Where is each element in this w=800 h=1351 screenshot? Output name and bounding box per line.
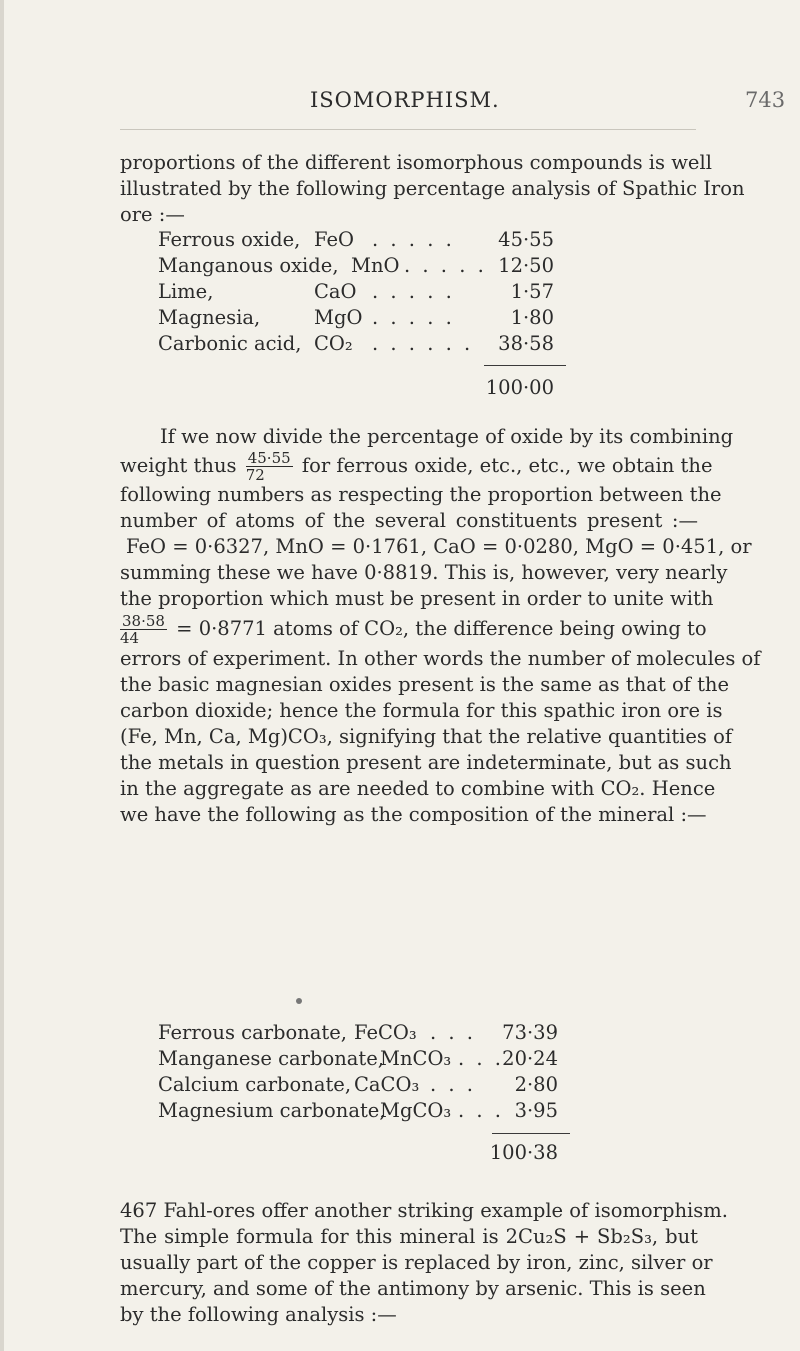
component-value: 1·57 [510,280,554,303]
table-row [158,1047,558,1073]
component-formula: MgO [314,306,363,329]
component-formula: MnO [351,254,400,277]
page-title: ISOMORPHISM. [310,88,500,112]
table-row [158,228,554,254]
component-formula: CaO [314,280,357,303]
body-paragraph [120,424,761,828]
table-row [158,1073,558,1099]
text-line: summing these we have 0·8819. This is, however, very nearly [120,561,728,584]
table-total: 100·38 [489,1141,558,1164]
leader-dots: . . . [430,1073,476,1096]
component-value: 12·50 [498,254,554,277]
component-name: Magnesium carbonate, [158,1099,386,1122]
component-name: Manganous oxide, [158,254,339,277]
table-row [158,332,554,358]
table-total: 100·00 [485,376,554,399]
carbonate-composition-table [158,1021,558,1125]
text-line-with-fraction [120,612,707,647]
text-line: carbon dioxide; hence the formula for this spathic iron ore is [120,699,723,722]
table-row [158,1021,558,1047]
component-value: 20·24 [502,1047,558,1070]
total-rule [492,1133,570,1134]
text-fragment: Fahl-ores offer another striking example of isomorphism. [163,1199,728,1222]
text-fragment: weight thus [120,454,237,477]
total-rule [484,365,566,366]
table-row [158,254,554,280]
leader-dots: . . . [458,1047,504,1070]
intro-paragraph [120,150,745,228]
text-line: number of atoms of the several constituents present :— [120,509,698,532]
text-line: ore :— [120,203,185,226]
page-edge-shadow [0,0,4,1351]
leader-dots: . . . . . [372,306,455,329]
text-line: following numbers as respecting the proportion between the [120,483,722,506]
leader-dots: . . . [430,1021,476,1044]
header-rule [120,129,696,130]
text-line [120,1198,728,1224]
table-row [158,1099,558,1125]
component-value: 45·55 [498,228,554,251]
component-value: 73·39 [502,1021,558,1044]
text-fragment: = 0·8771 atoms of CO₂, the difference being owing to [176,617,707,640]
text-line: If we now divide the percentage of oxide by its combining [160,425,734,448]
text-line: by the following analysis :— [120,1303,397,1326]
fraction-denominator: 72 [245,466,265,484]
fraction-denominator: 44 [120,629,140,647]
component-formula: MnCO₃ [380,1047,452,1070]
leader-dots: . . . . . [372,280,455,303]
component-formula: FeO [314,228,354,251]
fraction-numerator: 45·55 [247,449,291,467]
component-formula: FeCO₃ [354,1021,417,1044]
text-line: The simple formula for this mineral is 2Cu₂S + Sb₂S₃, but [120,1225,698,1248]
text-line: (Fe, Mn, Ca, Mg)CO₃, signifying that the relative quantities of [120,725,733,748]
text-line: we have the following as the composition of the mineral :— [120,803,707,826]
component-name: Carbonic acid, [158,332,302,355]
text-line: illustrated by the following percentage analysis of Spathic Iron [120,177,745,200]
component-name: Ferrous carbonate, [158,1021,348,1044]
text-line: the metals in question present are indeterminate, but as such [120,751,732,774]
leader-dots: . . . . . . [372,332,474,355]
component-value: 2·80 [514,1073,558,1096]
component-name: Lime, [158,280,214,303]
table-row [158,280,554,306]
text-line: proportions of the different isomorphous compounds is well [120,151,712,174]
component-formula: MgCO₃ [380,1099,452,1122]
fraction [120,613,167,646]
leader-dots: . . . [458,1099,504,1122]
component-formula: CO₂ [314,332,353,355]
section-paragraph [120,1198,728,1328]
component-name: Manganese carbonate, [158,1047,384,1070]
text-line: errors of experiment. In other words the number of molecules of [120,647,761,670]
leader-dots: . . . . . [404,254,487,277]
text-line: usually part of the copper is replaced by iron, zinc, silver or [120,1251,713,1274]
table-row [158,306,554,332]
component-value: 1·80 [510,306,554,329]
section-number: 467 [120,1199,158,1222]
text-line: the proportion which must be present in order to unite with [120,587,714,610]
component-name: Calcium carbonate, [158,1073,352,1096]
text-line-with-fraction [120,449,713,484]
component-value: 3·95 [514,1099,558,1122]
component-name: Ferrous oxide, [158,228,301,251]
component-formula: CaCO₃ [354,1073,420,1096]
page-number: 743 [745,88,786,112]
text-fragment: for ferrous oxide, etc., etc., we obtain the [301,454,713,477]
text-line: the basic magnesian oxides present is the same as that of the [120,673,730,696]
text-line: mercury, and some of the antimony by arsenic. This is seen [120,1277,706,1300]
text-line: in the aggregate as are needed to combine with CO₂. Hence [120,777,716,800]
running-head [0,88,800,118]
text-line: FeO = 0·6327, MnO = 0·1761, CaO = 0·0280, MgO = 0·451, or [126,535,752,558]
component-name: Magnesia, [158,306,261,329]
oxide-analysis-table [158,228,554,358]
component-value: 38·58 [498,332,554,355]
print-speck [296,998,302,1004]
fraction-numerator: 38·58 [122,612,165,630]
fraction [246,450,293,483]
leader-dots: . . . . . [372,228,455,251]
